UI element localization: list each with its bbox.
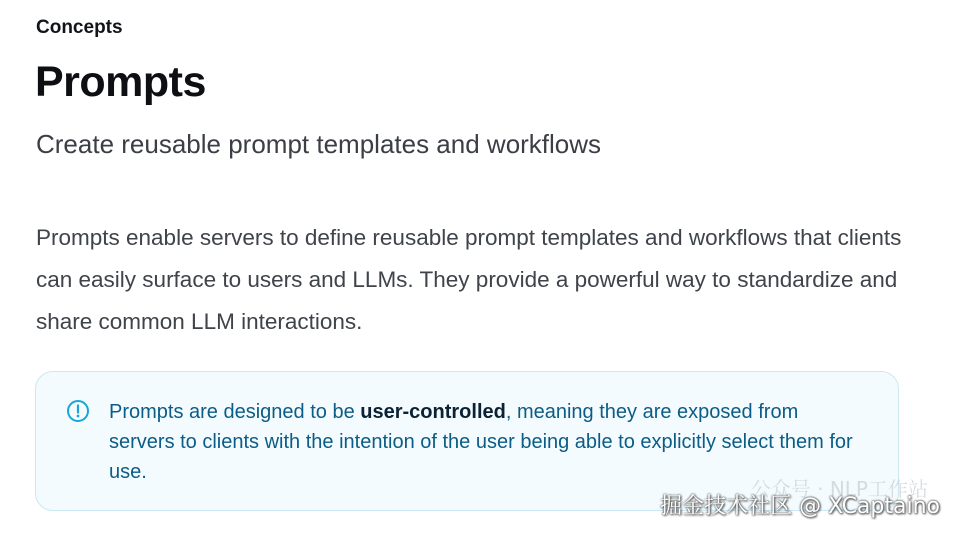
watermark-bottom: 掘金技术社区 @ XCaptaino (660, 494, 940, 519)
callout-emphasis: user-controlled (360, 401, 506, 423)
watermark-top: 公众号 · NLP工作站 (750, 477, 928, 501)
intro-paragraph: Prompts enable servers to define reusable prompt templates and workflows that clients can easily surface to users and LLMs. They provide a powerful way to standardize and share common LLM interactions. (36, 225, 902, 334)
callout-text-after: , meaning they are exposed from servers to clients with the intention of the user being able to explicitly select them for use. (109, 401, 853, 483)
page-subtitle: Create reusable prompt templates and workflows (36, 129, 602, 159)
info-circle-icon (66, 399, 90, 423)
breadcrumb-concepts[interactable]: Concepts (36, 17, 123, 38)
callout-text-before: Prompts are designed to be (109, 401, 361, 423)
page-title: Prompts (35, 58, 206, 106)
